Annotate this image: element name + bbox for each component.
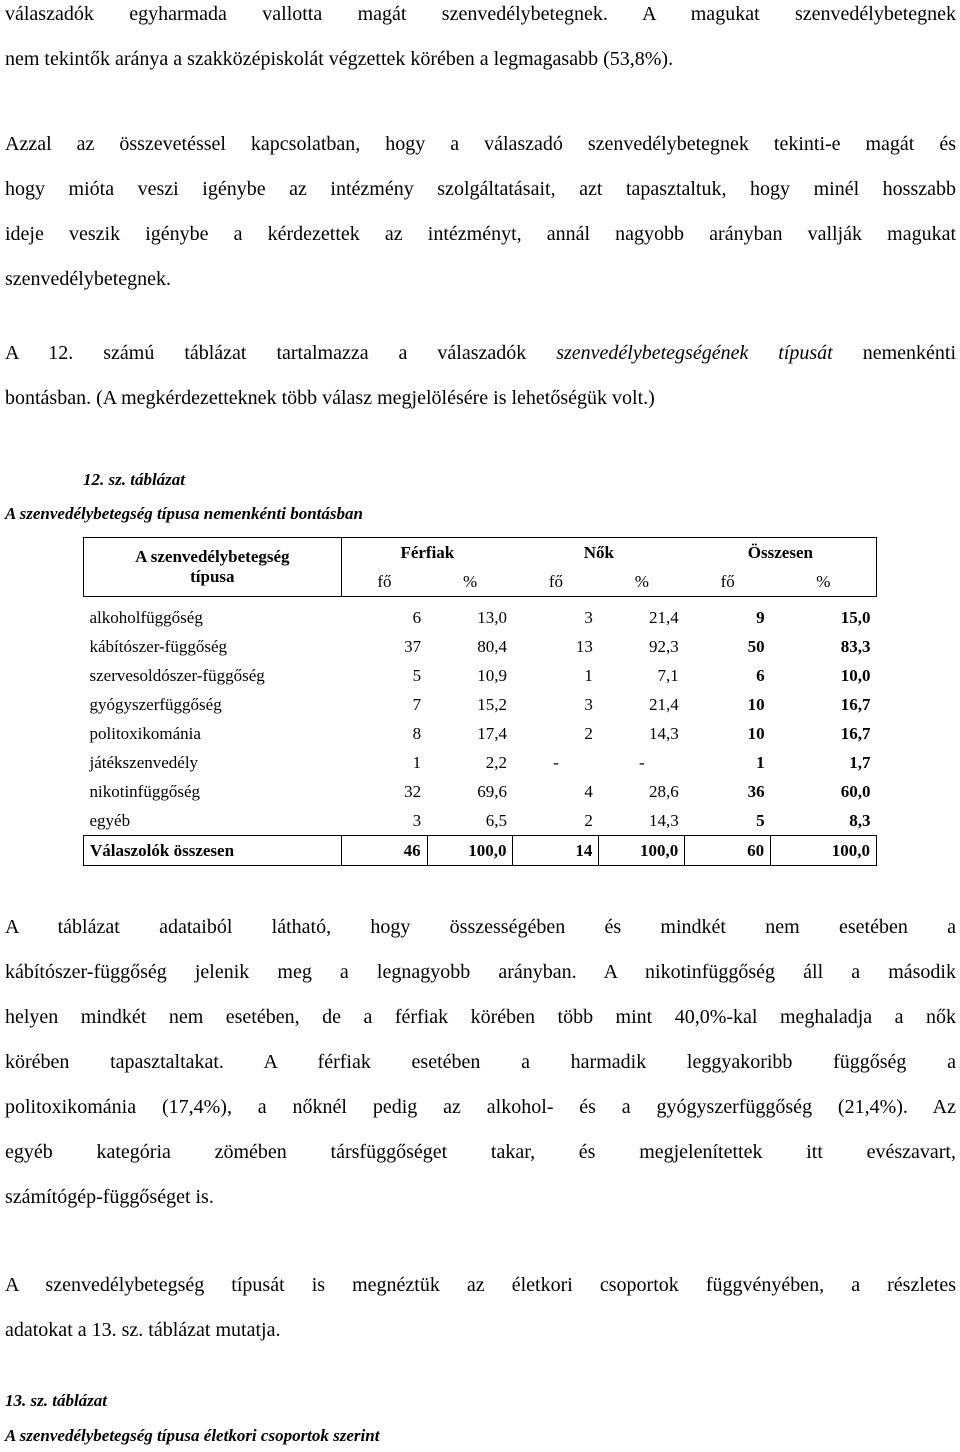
value-cell: 8 xyxy=(412,723,422,743)
value-cell: 69,6 xyxy=(477,781,507,801)
total-cell: 14 xyxy=(513,836,599,866)
row-label: játékszenvedély xyxy=(89,752,199,772)
value-cell: 6,5 xyxy=(485,810,507,830)
table-label: 13. sz. táblázat xyxy=(5,1391,108,1410)
column-header-type xyxy=(84,538,342,597)
value-cell: 10 xyxy=(747,723,765,743)
value-cell: 3 xyxy=(584,694,593,714)
analysis-paragraph xyxy=(5,905,956,1220)
value-cell: 50 xyxy=(747,636,765,656)
age-paragraph xyxy=(5,1263,956,1353)
value-cell: - xyxy=(638,752,645,772)
value-cell: 80,4 xyxy=(477,636,507,656)
value-cell: 2,2 xyxy=(485,752,507,772)
value-cell: 15,0 xyxy=(840,607,871,627)
value-cell: - xyxy=(553,752,559,772)
text-line: A táblázat adataiból látható, hogy összességében és mindkét nem esetében a xyxy=(5,916,956,938)
table-row xyxy=(84,806,877,836)
subheader-cell: fő xyxy=(341,567,427,597)
value-cell: 10,0 xyxy=(840,665,871,685)
value-cell: 2 xyxy=(584,723,593,743)
column-group-header: Összesen xyxy=(685,538,877,568)
value-cell: 17,4 xyxy=(477,723,507,743)
total-cell: 100,0 xyxy=(771,836,877,866)
row-label: alkoholfüggőség xyxy=(89,607,203,627)
total-cell: 60 xyxy=(685,836,771,866)
column-group-header: Nők xyxy=(513,538,685,568)
total-cell: 100,0 xyxy=(599,836,685,866)
value-cell: 13,0 xyxy=(477,607,507,627)
text-line: adatokat a 13. sz. táblázat mutatja. xyxy=(5,1319,281,1341)
value-cell: 32 xyxy=(404,781,422,801)
subheader-cell: fő xyxy=(720,571,735,591)
value-cell: 36 xyxy=(747,781,765,801)
value-cell: 21,4 xyxy=(649,694,679,714)
value-cell: 4 xyxy=(584,781,593,801)
value-cell: 2 xyxy=(584,810,593,830)
text-line: kábítószer-függőség jelenik meg a legnagyobb arányban. A nikotinfüggőség áll a második xyxy=(5,961,956,983)
row-label: egyéb xyxy=(89,810,131,830)
subheader-cell: % xyxy=(771,567,877,597)
text-line: körében tapasztaltakat. A férfiak esetében a harmadik leggyakoribb függőség a xyxy=(5,1051,956,1073)
header-line: A szenvedélybetegség xyxy=(135,547,290,566)
table-row xyxy=(84,632,877,661)
subheader-cell: % xyxy=(462,571,478,591)
row-label: kábítószer-függőség xyxy=(89,636,228,656)
value-cell: 14,3 xyxy=(649,723,679,743)
total-label: Válaszolók összesen xyxy=(84,836,342,866)
value-cell: 15,2 xyxy=(477,694,507,714)
value-cell: 28,6 xyxy=(649,781,679,801)
row-label: szervesoldószer-függőség xyxy=(89,665,265,685)
value-cell: 83,3 xyxy=(840,636,871,656)
value-cell: 9 xyxy=(756,607,765,627)
text-line: egyéb kategória zömében társfüggőséget takar, és megjelenítettek itt evészavart, xyxy=(5,1141,956,1163)
table-title: A szenvedélybetegség típusa nemenkénti bontásban xyxy=(5,504,363,523)
row-label: nikotinfüggőség xyxy=(89,781,200,801)
text-line: politoxikománia (17,4%), a nőknél pedig az alkohol- és a gyógyszerfüggőség (21,4%). Az xyxy=(5,1096,956,1118)
text-line: A szenvedélybetegség típusát is megnéztük az életkori csoportok függvényében, a részletes xyxy=(5,1274,956,1296)
value-cell: 6 xyxy=(412,607,422,627)
value-cell: 37 xyxy=(404,636,422,656)
value-cell: 16,7 xyxy=(840,694,871,714)
text-line: Azzal az összevetéssel kapcsolatban, hogy a válaszadó szenvedélybetegnek tekinti-e magát és xyxy=(5,133,956,155)
value-cell: 8,3 xyxy=(849,810,871,830)
value-cell: 16,7 xyxy=(840,723,871,743)
text-line: válaszadók egyharmada vallotta magát szenvedélybetegnek. A magukat szenvedélybetegnek xyxy=(5,3,956,25)
value-cell: 14,3 xyxy=(649,810,679,830)
total-cell: 46 xyxy=(341,836,427,866)
value-cell: 1 xyxy=(412,752,422,772)
table-row xyxy=(84,777,877,806)
value-cell: 7 xyxy=(412,694,422,714)
text-line: hogy mióta veszi igénybe az intézmény szolgáltatásait, azt tapasztaltuk, hogy minél hosszabb xyxy=(5,178,956,200)
table-row xyxy=(84,603,877,632)
value-cell: 60,0 xyxy=(840,781,871,801)
value-cell: 5 xyxy=(756,810,765,830)
text-line: bontásban. (A megkérdezetteknek több válasz megjelölésére is lehetőségük volt.) xyxy=(5,387,655,409)
value-cell: 7,1 xyxy=(657,665,679,685)
value-cell: 10,9 xyxy=(477,665,507,685)
text-line xyxy=(5,331,956,376)
table-title: A szenvedélybetegség típusa életkori csoportok szerint xyxy=(5,1426,380,1445)
emphasis-text: szenvedélybetegségének típusát xyxy=(556,342,833,364)
intro-text: nemenkénti xyxy=(832,342,957,364)
column-group-header: Férfiak xyxy=(341,538,513,568)
total-cell: 100,0 xyxy=(427,836,513,866)
table-header-row xyxy=(84,538,877,568)
value-cell: 92,3 xyxy=(649,636,679,656)
table-row xyxy=(84,690,877,719)
table-intro-paragraph xyxy=(5,331,956,421)
table-row xyxy=(84,748,877,777)
text-line: ideje veszik igénybe a kérdezettek az intézményt, annál nagyobb arányban vallják magukat xyxy=(5,223,956,245)
value-cell: 21,4 xyxy=(649,607,679,627)
row-label: gyógyszerfüggőség xyxy=(89,694,222,714)
value-cell: 5 xyxy=(412,665,422,685)
data-table xyxy=(83,537,877,866)
text-line: helyen mindkét nem esetében, de a férfiak körében több mint 40,0%-kal meghaladja a nők xyxy=(5,1006,956,1028)
intro-text: A 12. számú táblázat tartalmazza a válaszadók xyxy=(5,342,557,364)
value-cell: 6 xyxy=(756,665,765,685)
row-label: politoxikománia xyxy=(89,723,201,743)
value-cell: 3 xyxy=(412,810,422,830)
text-line: számítógép-függőséget is. xyxy=(5,1186,214,1208)
table-row xyxy=(84,719,877,748)
subheader-cell: fő xyxy=(548,571,563,591)
value-cell: 3 xyxy=(584,607,593,627)
value-cell: 1,7 xyxy=(849,752,871,772)
value-cell: 13 xyxy=(575,636,593,656)
header-line: típusa xyxy=(190,567,235,586)
intro-paragraph xyxy=(5,0,956,82)
table-row xyxy=(84,661,877,690)
value-cell: 1 xyxy=(756,752,765,772)
value-cell: 1 xyxy=(584,665,593,685)
text-line: szenvedélybetegnek. xyxy=(5,268,172,290)
table-total-row xyxy=(84,836,877,866)
text-line: nem tekintők aránya a szakközépiskolát végzettek körében a legmagasabb (53,8%). xyxy=(5,48,674,70)
value-cell: 10 xyxy=(747,694,765,714)
comparison-paragraph xyxy=(5,122,956,302)
table-label: 12. sz. táblázat xyxy=(83,470,186,489)
subheader-cell: % xyxy=(634,571,649,591)
